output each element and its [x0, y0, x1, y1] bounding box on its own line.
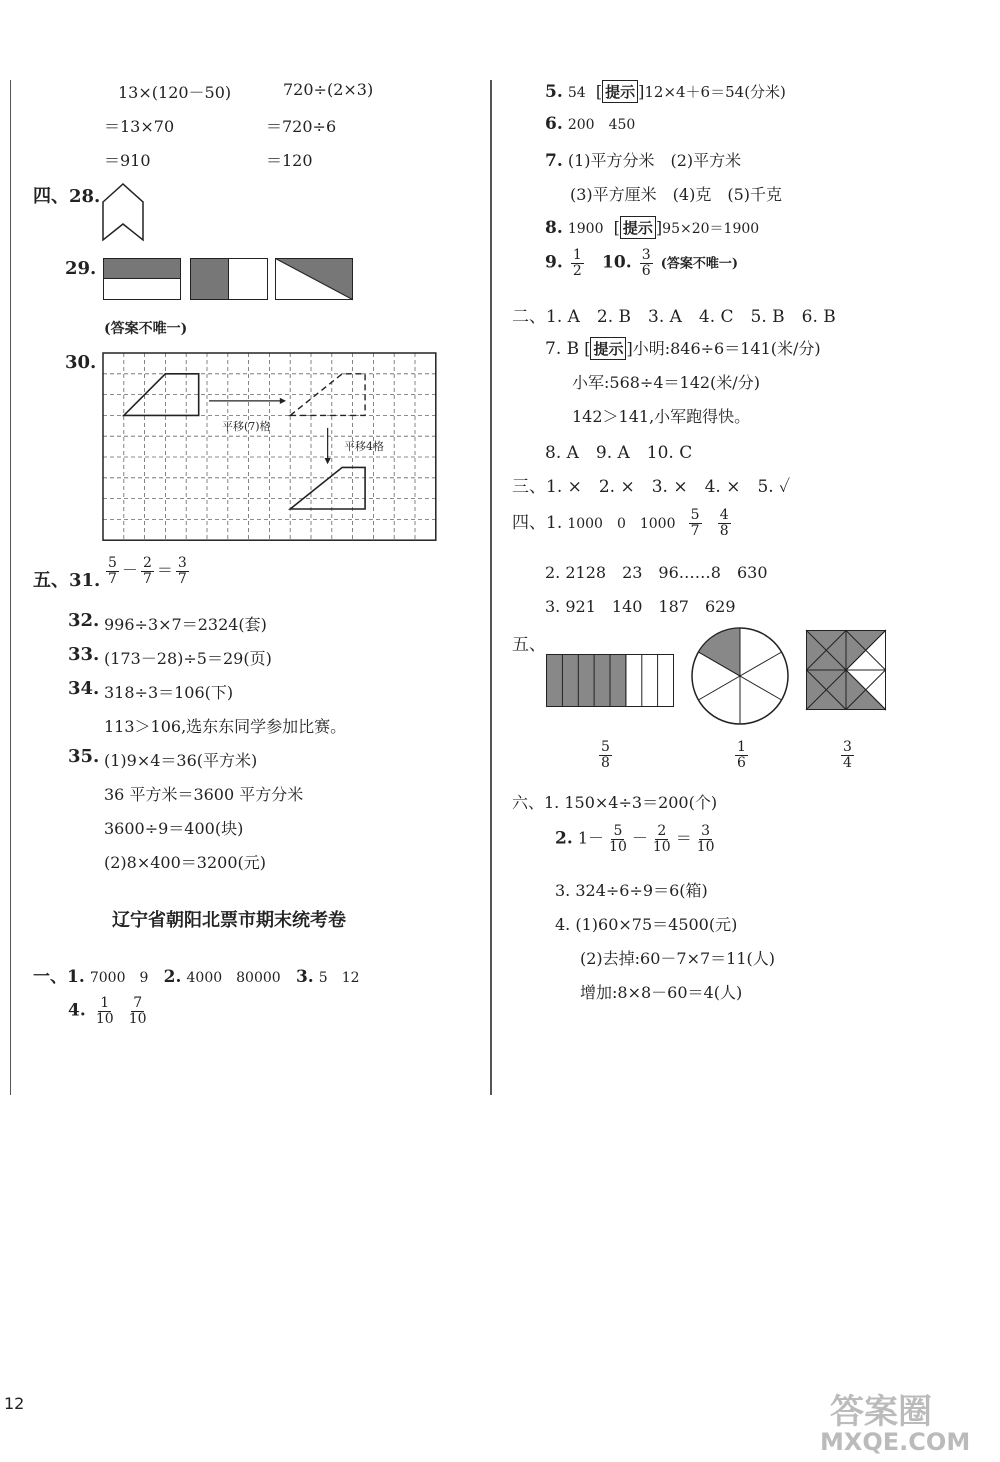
- page-number: 12: [4, 1394, 25, 1413]
- calc-l1: 13×(120－50): [118, 83, 232, 102]
- q10-frac: $\frac{3}{6}$: [641, 247, 651, 279]
- q6-line: 6. 200 450: [545, 114, 636, 134]
- q33-label: 33.: [68, 644, 100, 665]
- s6-frac3: $\frac{3}{10}$: [696, 823, 715, 855]
- q31-frac1: $\frac{5}{7}$: [108, 555, 117, 587]
- q31-frac3: $\frac{3}{7}$: [177, 555, 187, 587]
- s4-line3: 3. 921 140 187 629: [545, 597, 736, 616]
- s6-line4-l2: (2)去掉:60－7×7＝11(人): [580, 949, 776, 968]
- q7-line: 7. (1)平方分米 (2)平方米: [545, 151, 742, 171]
- column-divider: [490, 80, 492, 1095]
- q7-line2: (3)平方厘米 (4)克 (5)千克: [570, 185, 782, 204]
- q32-label: 32.: [68, 610, 100, 631]
- q28-figure: [100, 182, 150, 244]
- q30-label: 30.: [65, 352, 97, 373]
- s2-q7-hint: 提示: [590, 337, 626, 360]
- q29-rect-c: [275, 258, 355, 302]
- s5-label: 五、: [512, 635, 546, 655]
- s2-q7-l2: 小军:568÷4＝142(米/分): [572, 373, 760, 392]
- q35-l4: (2)8×400＝3200(元): [104, 853, 266, 872]
- q34-text: 318÷3＝106(下): [104, 683, 234, 702]
- q35-l3: 3600÷9＝400(块): [104, 819, 244, 838]
- q5-line: 5. 54 [ 提示 ]12×4＋6＝54(分米): [545, 82, 786, 102]
- s2-q7: 7. B [ 提示 ]小明:846÷6＝141(米/分): [545, 339, 821, 359]
- q30-arrow2-label: 平移4格: [344, 440, 384, 453]
- s6-line1: 六、1. 150×4÷3＝200(个): [512, 793, 718, 812]
- q8-hint: 提示: [620, 216, 656, 239]
- s5-fraction-row: [596, 740, 615, 770]
- s3-line: 三、1. × 2. × 3. × 4. × 5. ✓: [512, 477, 791, 497]
- q34-text2: 113＞106,选东东同学参加比赛。: [104, 717, 347, 736]
- s5-bar-figure: [546, 654, 676, 710]
- calc-r3: ＝120: [266, 151, 313, 170]
- s1-frac2: $\frac{7}{10}$: [128, 995, 147, 1027]
- s2-line1: 二、1. A 2. B 3. A 4. C 5. B 6. B: [512, 307, 836, 327]
- calc-r2: ＝720÷6: [266, 117, 337, 136]
- s6-line2: 2. 1－ $\frac{5}{10}$ － $\frac{2}{10}$ ＝ $\frac{3}{10}$: [555, 823, 715, 855]
- watermark-logo: 答案圈: [830, 1392, 932, 1432]
- s1-line4: 4. $\frac{1}{10}$ $\frac{7}{10}$: [68, 995, 147, 1027]
- left-margin-line: [10, 80, 11, 1095]
- calc-l3: ＝910: [104, 151, 151, 170]
- q30-grid: [102, 352, 436, 542]
- s4-line1: 四、1. 1000 0 1000 $\frac{5}{7}$ $\frac{4}{8}$: [512, 507, 729, 539]
- q31-expression: $\frac{5}{7}$ － $\frac{2}{7}$ ＝ $\frac{3}{7}$: [108, 555, 187, 587]
- s1-frac1: $\frac{1}{10}$: [95, 995, 114, 1027]
- q29-note: (答案不唯一): [104, 321, 188, 337]
- s4-frac1: $\frac{5}{7}$: [690, 507, 700, 539]
- s5-square-figure: [806, 630, 888, 712]
- section-title: 辽宁省朝阳北票市期末统考卷: [112, 910, 346, 931]
- q31-label: 五、31.: [33, 570, 101, 591]
- s6-line4: 4. (1)60×75＝4500(元): [555, 915, 738, 934]
- q8-line: 8. 1900 [ 提示 ]95×20＝1900: [545, 218, 760, 238]
- q9-line: 9. $\frac{1}{2}$ 10. $\frac{3}{6}$ (答案不唯一): [545, 247, 739, 279]
- s6-frac2: $\frac{2}{10}$: [652, 823, 671, 855]
- calc-r1: 720÷(2×3): [283, 80, 374, 99]
- q28-label: 四、28.: [33, 186, 101, 207]
- s5-frac2: $\frac{1}{6}$: [737, 739, 746, 771]
- s5-frac1: $\frac{5}{8}$: [601, 739, 610, 771]
- calc-l2: ＝13×70: [104, 117, 175, 136]
- q32-text: 996÷3×7＝2324(套): [104, 615, 267, 634]
- s4-line2: 2. 2128 23 96……8 630: [545, 563, 768, 582]
- s5-circle-figure: [690, 626, 790, 726]
- q35-l1: (1)9×4＝36(平方米): [104, 751, 258, 770]
- q5-hint: 提示: [602, 80, 638, 103]
- s6-line4-l3: 增加:8×8－60＝4(人): [580, 983, 743, 1002]
- q30-arrow1-label: 平移(7)格: [222, 420, 271, 433]
- watermark-url: MXQE.COM: [820, 1428, 971, 1456]
- q31-frac2: $\frac{2}{7}$: [142, 555, 152, 587]
- s2-q7-l3: 142＞141,小军跑得快。: [572, 407, 751, 426]
- q29-rect-b: [190, 258, 270, 302]
- q35-l2: 36 平方米＝3600 平方分米: [104, 785, 304, 804]
- q33-text: (173－28)÷5＝29(页): [104, 649, 272, 668]
- q34-label: 34.: [68, 678, 100, 699]
- s5-frac3: $\frac{3}{4}$: [843, 739, 852, 771]
- q29-label: 29.: [65, 258, 97, 279]
- s2-line8: 8. A 9. A 10. C: [545, 443, 693, 463]
- q29-rect-a: [103, 258, 183, 302]
- s4-frac2: $\frac{4}{8}$: [719, 507, 729, 539]
- s5-fraction-3: [838, 740, 857, 770]
- s6-line3: 3. 324÷6÷9＝6(箱): [555, 881, 708, 900]
- q35-label: 35.: [68, 746, 100, 767]
- s6-frac1: $\frac{5}{10}$: [609, 823, 627, 855]
- s1-line1: 一、1. 7000 9 2. 4000 80000 3. 5 12: [33, 967, 360, 987]
- s5-fraction-2: [732, 740, 751, 770]
- q9-frac: $\frac{1}{2}$: [572, 247, 582, 279]
